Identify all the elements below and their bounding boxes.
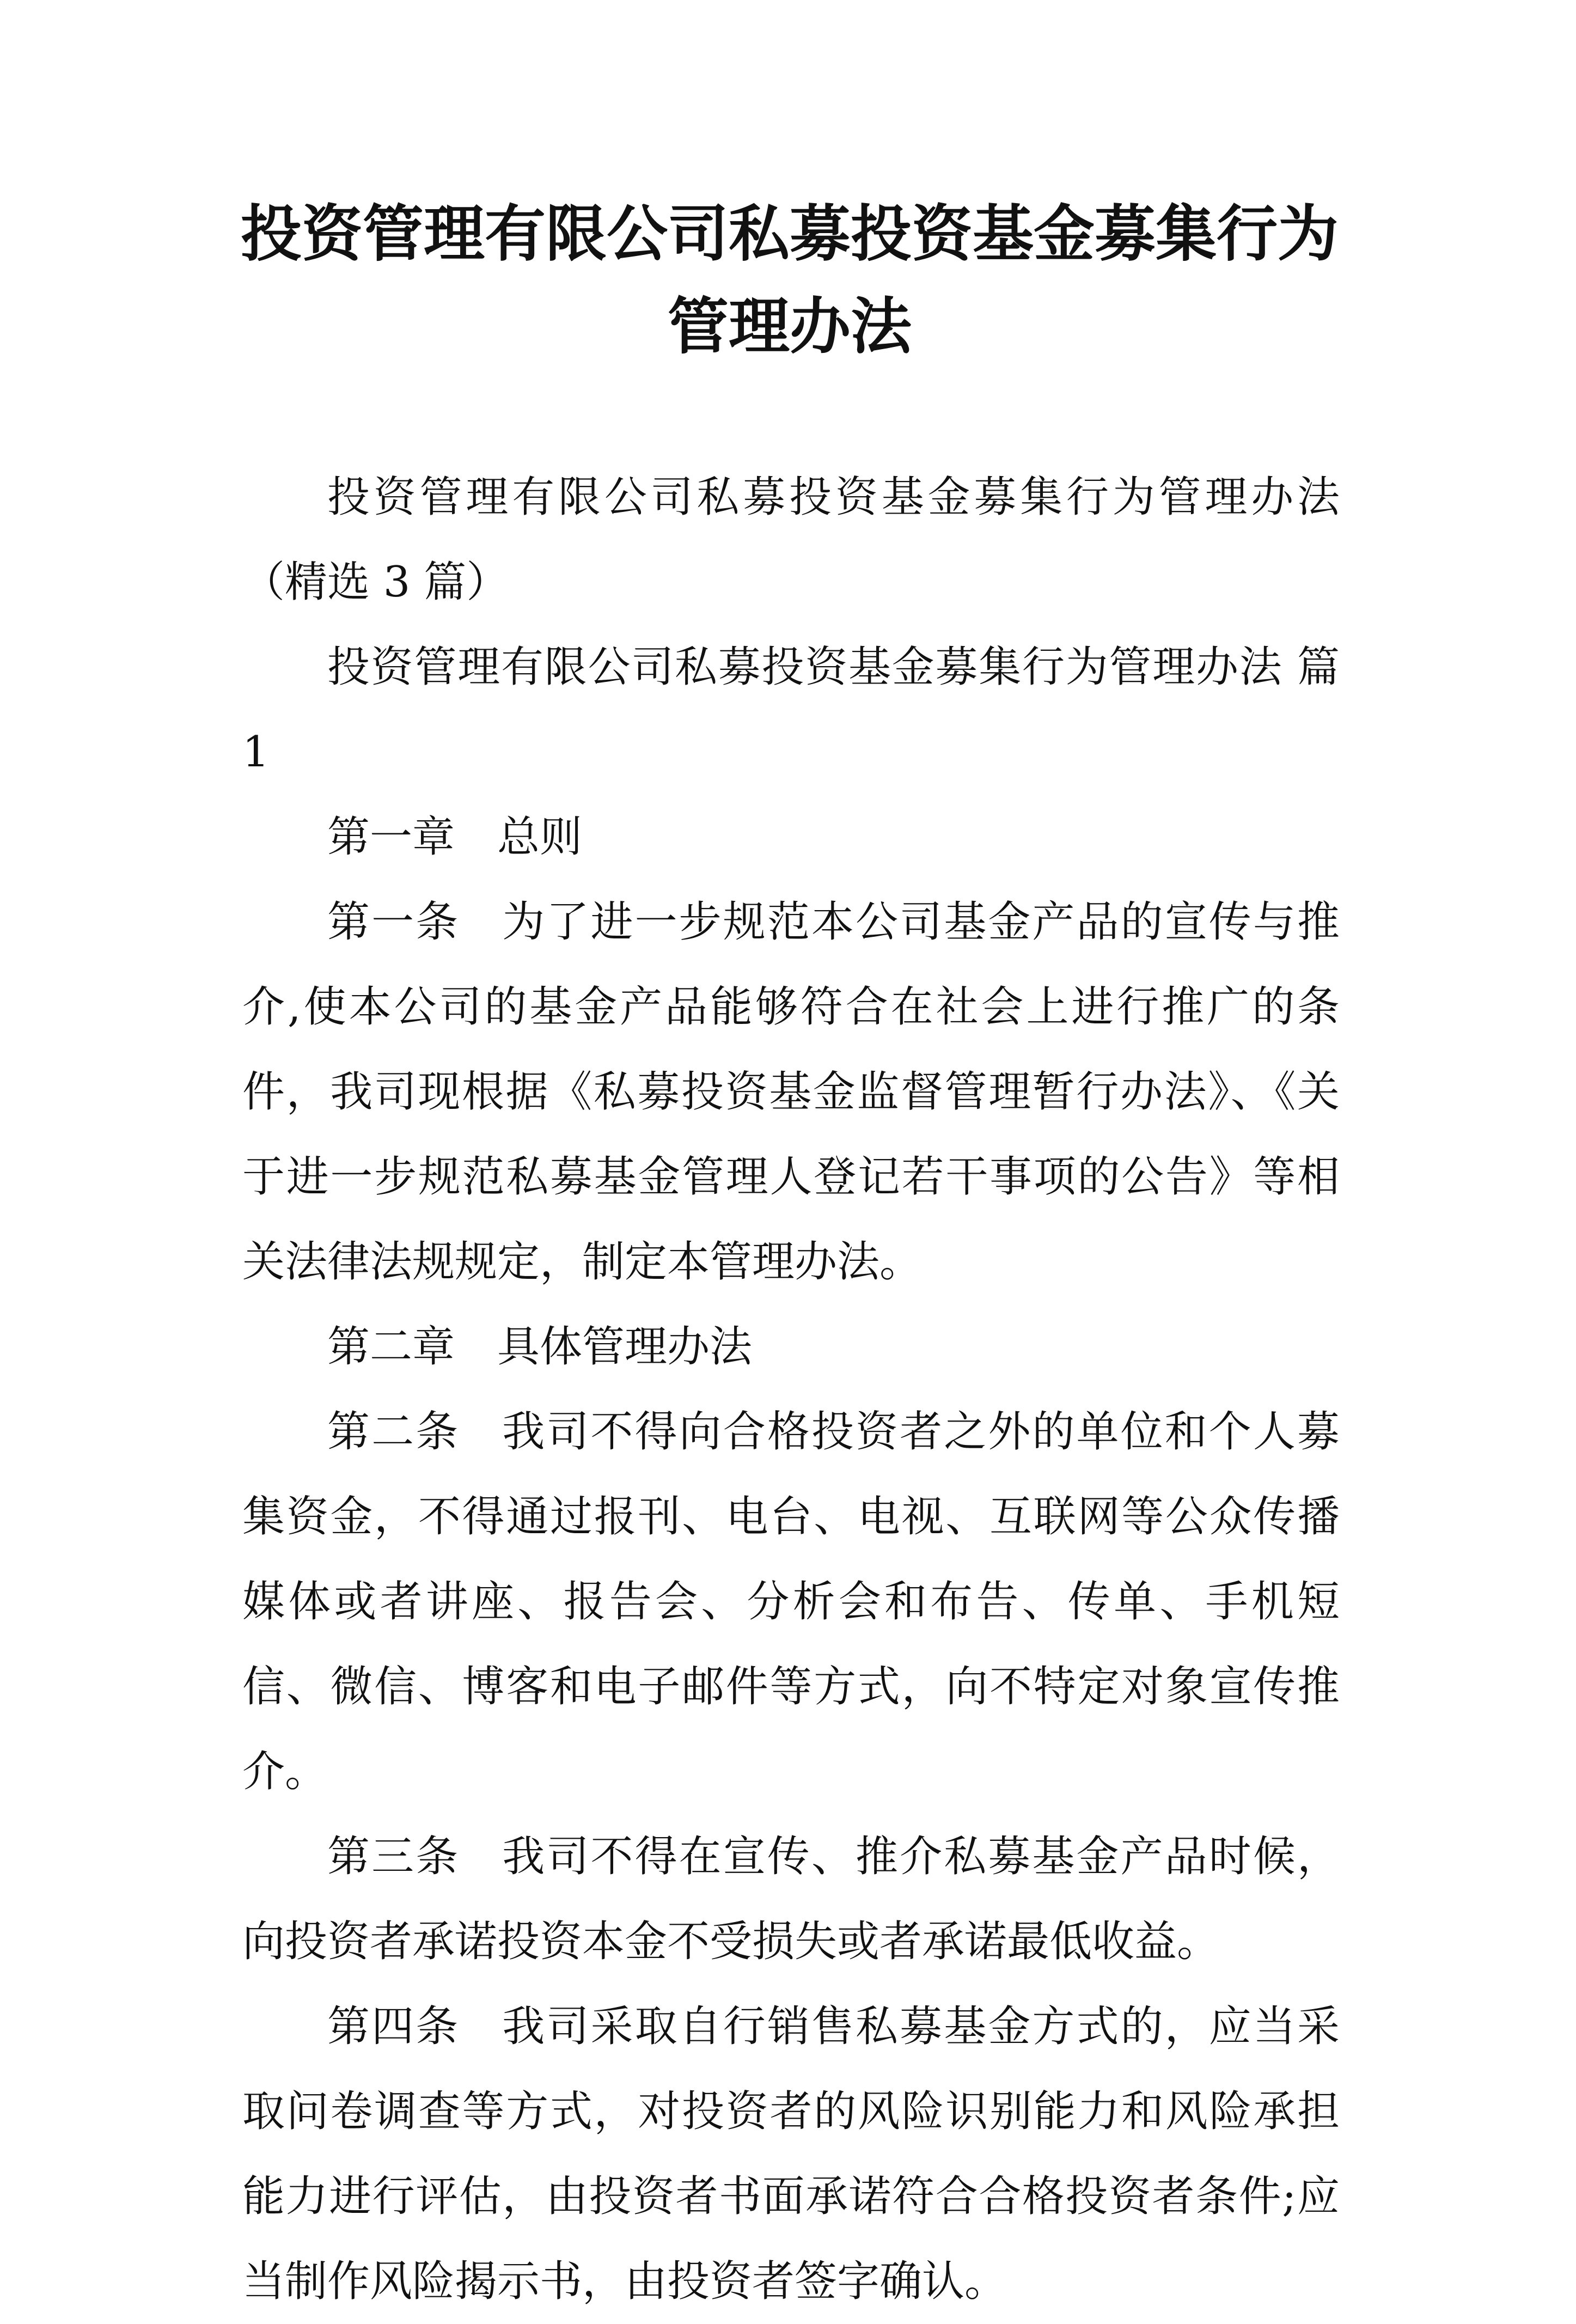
- chapter-title: 总则: [497, 813, 583, 862]
- title-line-1: 投资管理有限公司私募投资基金募集行为: [241, 198, 1339, 270]
- article-text: 我司采取自行销售私募基金方式的，应当采取问卷调查等方式，对投资者的风险识别能力和风险承担能力进行评估，由投资者书面承诺符合合格投资者条件;应当制作风险揭示书，由投资者签字确认。: [242, 2002, 1340, 2306]
- title-line-2: 管理办法: [668, 291, 912, 362]
- article-text: 我司不得向合格投资者之外的单位和个人募集资金，不得通过报刊、电台、电视、互联网等公众传播媒体或者讲座、报告会、分析会和布告、传单、手机短信、微信、博客和电子邮件等方式，向不特定对象宣传推介。: [242, 1407, 1340, 1796]
- chapter-number: 第二章: [327, 1322, 455, 1371]
- chapter-title: 具体管理办法: [497, 1322, 753, 1371]
- article-3: [242, 1814, 1340, 1984]
- article-2: [242, 1389, 1340, 1814]
- article-1: [242, 880, 1340, 1304]
- article-number: 第一条: [327, 898, 460, 947]
- paragraph-text: 投资管理有限公司私募投资基金募集行为管理办法（精选 3 篇）: [242, 473, 1340, 607]
- article-number: 第三条: [327, 1832, 460, 1881]
- article-text: 为了进一步规范本公司基金产品的宣传与推介,使本公司的基金产品能够符合在社会上进行推广的条件，我司现根据《私募投资基金监督管理暂行办法》、《关于进一步规范私募基金管理人登记若干事项的公告》等相关法律法规规定，制定本管理办法。: [242, 898, 1340, 1286]
- paragraph-subtitle: [242, 455, 1340, 625]
- article-number: 第四条: [327, 2002, 460, 2051]
- chapter-2-heading: [242, 1304, 1340, 1389]
- article-number: 第二条: [327, 1407, 460, 1456]
- document-title: [229, 188, 1351, 373]
- article-4: [242, 1984, 1340, 2324]
- document-body: [242, 455, 1340, 2324]
- paragraph-text: 投资管理有限公司私募投资基金募集行为管理办法 篇 1: [242, 643, 1340, 777]
- article-text: 我司不得在宣传、推介私募基金产品时候，向投资者承诺投资本金不受损失或者承诺最低收益。: [242, 1832, 1340, 1966]
- chapter-number: 第一章: [327, 813, 455, 862]
- chapter-1-heading: [242, 795, 1340, 880]
- paragraph-part-heading: [242, 625, 1340, 795]
